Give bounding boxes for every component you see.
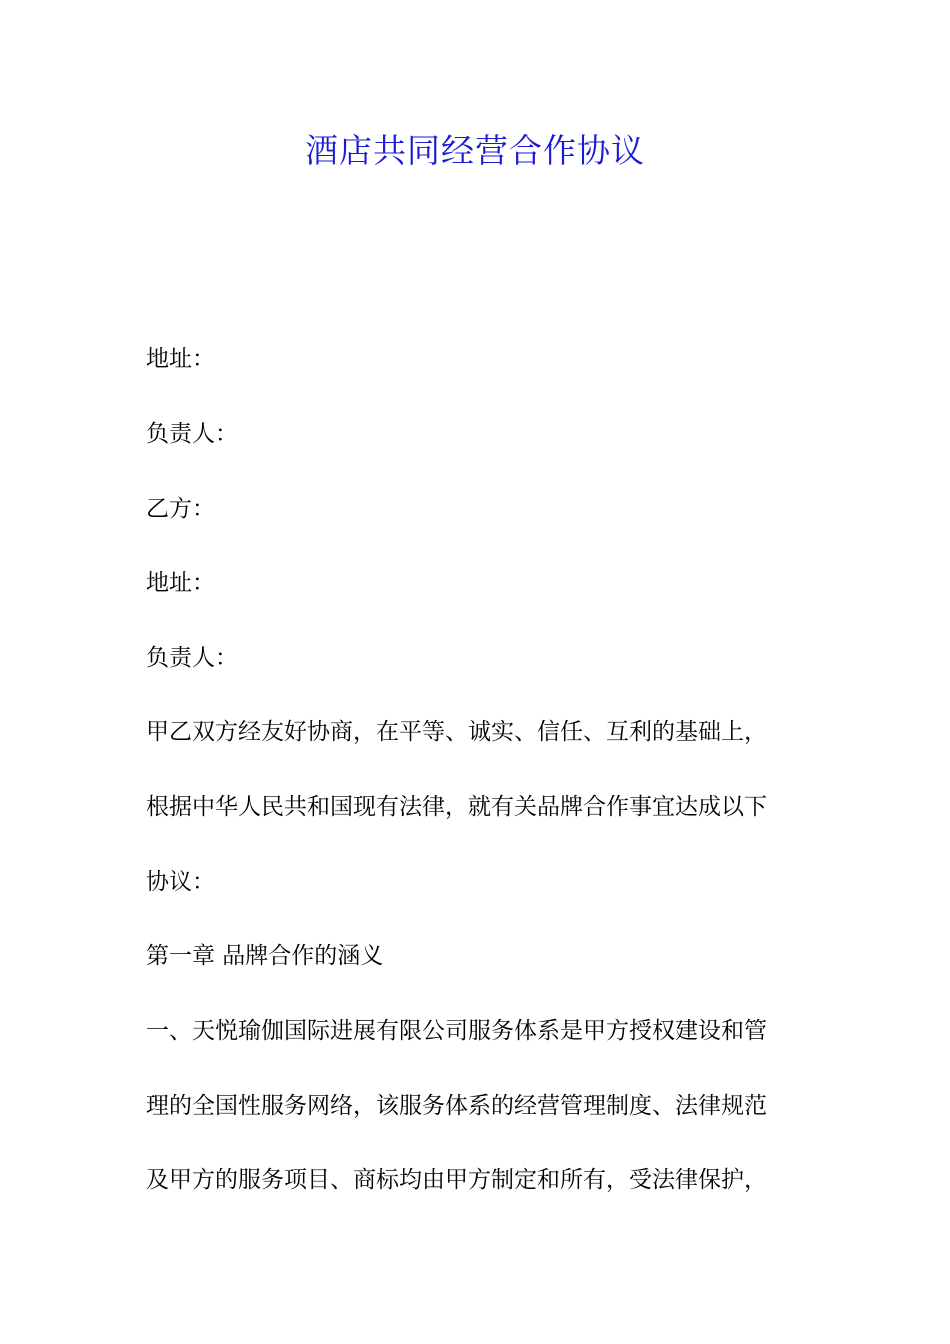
party-a-address-label: 地址： (146, 346, 215, 372)
party-b-responsible-label: 负责人： (146, 645, 238, 671)
party-a-responsible-label: 负责人： (146, 421, 238, 447)
preamble-line-3: 协议： (146, 869, 215, 895)
chapter-heading: 第一章 品牌合作的涵义 (146, 943, 384, 969)
document-title: 酒店共同经营合作协议 (305, 131, 645, 170)
clause-line-3: 及甲方的服务项目、商标均由甲方制定和所有，受法律保护， (146, 1167, 767, 1193)
party-b-address-label: 地址： (146, 570, 215, 596)
party-b-label: 乙方： (146, 496, 215, 522)
clause-line-2: 理的全国性服务网络，该服务体系的经营管理制度、法律规范 (146, 1093, 767, 1119)
preamble-line-2: 根据中华人民共和国现有法律，就有关品牌合作事宜达成以下 (146, 794, 767, 820)
clause-line-1: 一、天悦瑜伽国际进展有限公司服务体系是甲方授权建设和管 (146, 1018, 767, 1044)
preamble-line-1: 甲乙双方经友好协商，在平等、诚实、信任、互利的基础上， (146, 719, 767, 745)
